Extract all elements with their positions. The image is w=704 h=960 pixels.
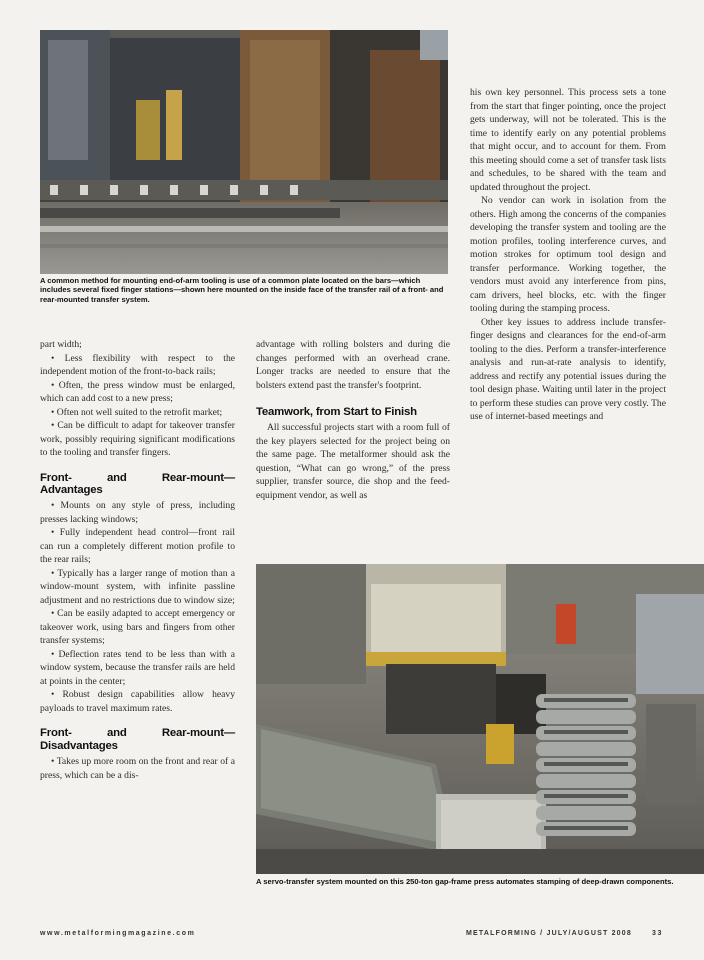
photo-transfer-plate-image bbox=[40, 30, 448, 274]
heading-front-rear-advantages: Front- and Rear-mount— Advantages bbox=[40, 471, 235, 496]
dis-item-1: • Takes up more room on the front and rear of a press, which can be a dis- bbox=[40, 756, 235, 781]
photo-servo-transfer-image bbox=[256, 564, 704, 874]
adv-item-3: • Typically has a larger range of motion than a window-mount system, with infinite passline adjustment and no restrictions due to window size; bbox=[40, 567, 235, 606]
adv-item-2: • Fully independent head control—front rail can run a completely different motion profile to the rear rails; bbox=[40, 527, 235, 566]
footer-magazine-issue: METALFORMING / JULY/AUGUST 2008 bbox=[466, 930, 632, 937]
col1-p1: part width; bbox=[40, 339, 82, 350]
col2-p1: advantage with rolling bolsters and during die changes performed with an overhead crane. Longer tracks are needed to ensure that the bolsters extend past the transfer's footprint. bbox=[256, 339, 450, 391]
column-1 bbox=[40, 338, 235, 782]
footer-page-number: 33 bbox=[652, 930, 663, 937]
column-3 bbox=[470, 86, 666, 424]
adv-item-5: • Deflection rates tend to be less than with a window system, because the transfer rails are held at points in the center; bbox=[40, 648, 235, 687]
col1-p4: • Often not well suited to the retrofit market; bbox=[51, 406, 223, 418]
col1-p2: • Less flexibility with respect to the independent motion of the front-to-back rails; bbox=[40, 352, 235, 377]
caption-photo-transfer-plate: A common method for mounting end-of-arm tooling is use of a common plate located on the bars—which includes several fixed finger stations—shown here mounted on the inside face of the transfer rail of a front- and rear-mounted transfer system. bbox=[40, 276, 444, 304]
photo-transfer-plate bbox=[40, 30, 448, 274]
col3-p3: Other key issues to address include transfer-finger designs and clearances for the end-of-arm tooling to the dies. Perform a transfer-interference analysis and run-at-rate analysis to identify, address and rectify any potential issues during the tool design phase. Waiting until later in the project to perform these studies can prove very costly. The use of internet-based meetings and bbox=[470, 316, 666, 422]
col3-p2: No vendor can work in isolation from the others. High among the concerns of the companies developing the transfer system and tooling are the motion profiles, tooling interference curves, and motion strokes for optimum tool design and transfer performance. Working together, the vendors must avoid any interference from pins, cam drivers, heel blocks, etc. with the finger tooling during the stamping process. bbox=[470, 195, 666, 314]
col1-p3: • Often, the press window must be enlarged, which can add cost to a new press; bbox=[40, 379, 235, 404]
adv-item-4: • Can be easily adapted to accept emergency or takeover work, using bars and fingers from other transfer systems; bbox=[40, 608, 235, 647]
adv-item-6: • Robust design capabilities allow heavy payloads to travel maximum rates. bbox=[40, 689, 235, 714]
col1-p5: • Can be difficult to adapt for takeover transfer work, possibly requiring significant modifications to the tooling and transfer fingers. bbox=[40, 420, 235, 458]
footer-website: www.metalformingmagazine.com bbox=[40, 930, 196, 937]
column-2 bbox=[256, 338, 450, 502]
heading-front-rear-disadvantages: Front- and Rear-mount— Disadvantages bbox=[40, 727, 235, 752]
adv-item-1: • Mounts on any style of press, including presses lacking windows; bbox=[40, 500, 235, 525]
heading-teamwork: Teamwork, from Start to Finish bbox=[256, 406, 417, 418]
col3-p1: his own key personnel. This process sets a tone from the start that finger pointing, once the project gets underway, will not be tolerated. This is the time to identify early on any potential problems that might occur, and to account for them. From this meeting should come a set of transfer task lists and schedules, to be shared with the team and updated throughout the project. bbox=[470, 87, 666, 193]
col2-p2: All successful projects start with a room full of the key players selected for the project being on the same page. The metalformer should ask the question, “What can go wrong,” of the press supplier, transfer source, die shop and the feed-equipment vendor, as well as bbox=[256, 422, 450, 501]
caption-photo-servo-transfer: A servo-transfer system mounted on this 250-ton gap-frame press automates stamping of deep-drawn components. bbox=[256, 877, 674, 886]
photo-servo-transfer bbox=[256, 564, 704, 874]
